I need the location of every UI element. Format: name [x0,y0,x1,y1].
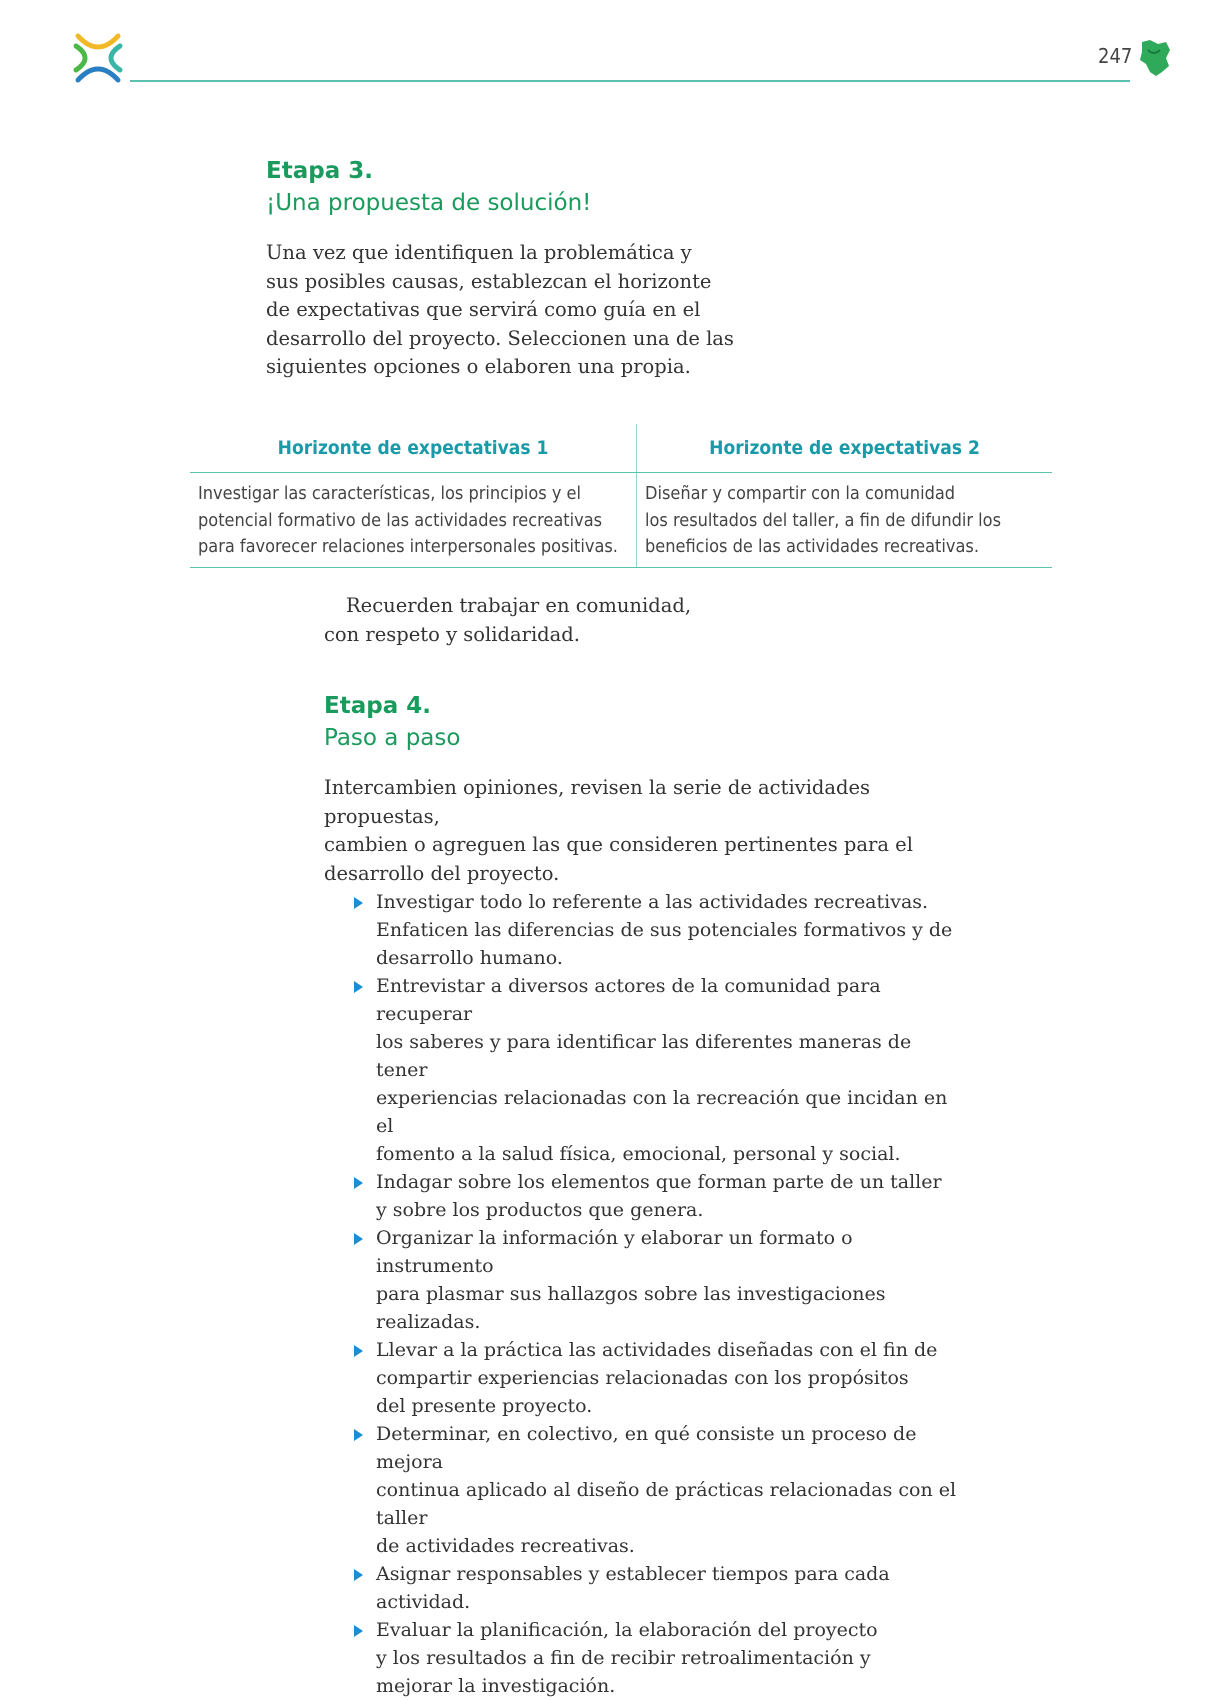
expectations-cell-2 [637,473,1053,568]
list-item-line: de actividades recreativas. [376,1535,635,1557]
list-item-line: Evaluar la planificación, la elaboración del proyecto [376,1619,878,1641]
reminder-line: Recuerden trabajar en comunidad, [346,594,692,617]
stage-3-paragraph [266,239,826,382]
stage-4-section [324,690,964,1700]
list-item-line: Entrevistar a diversos actores de la comunidad para recuperar [376,975,881,1025]
paragraph-line: Una vez que identifiquen la problemática y [266,241,692,264]
expectations-header-2: Horizonte de expectativas 2 [637,424,1053,473]
green-shape-badge-icon [1136,38,1172,78]
paragraph-line: Intercambien opiniones, revisen la serie de actividades propuestas, [324,776,871,828]
stage-3-subtitle: ¡Una propuesta de solución! [266,190,592,216]
reminder-text [324,592,744,649]
list-item [324,972,964,1168]
cell-line: los resultados del taller, a fin de difundir los [645,509,1002,531]
list-item-line: Llevar a la práctica las actividades diseñadas con el fin de [376,1339,938,1361]
list-item [324,1560,964,1616]
stage-4-subtitle: Paso a paso [324,725,461,751]
list-item [324,1616,964,1700]
list-item-line: continua aplicado al diseño de prácticas relacionadas con el taller [376,1479,957,1529]
list-item [324,1420,964,1560]
triangle-bullet-icon [354,1233,363,1245]
list-item-line: Indagar sobre los elementos que forman parte de un taller [376,1171,942,1193]
list-item-line: compartir experiencias relacionadas con los propósitos [376,1367,909,1389]
triangle-bullet-icon [354,1429,363,1441]
stage-4-title: Etapa 4. [324,693,431,719]
list-item [324,888,964,972]
paragraph-line: cambien o agreguen las que consideren pertinentes para el [324,833,913,856]
cell-line: beneficios de las actividades recreativas. [645,536,979,557]
page-number: 247 [1098,44,1133,68]
stage-3-section [266,155,826,382]
interlocking-arcs-logo-icon [70,32,126,84]
cell-line: Investigar las características, los principios y el [198,483,582,504]
expectations-table [190,424,1052,568]
cell-line: para favorecer relaciones interpersonales positivas. [198,536,618,557]
list-item-line: Determinar, en colectivo, en qué consiste un proceso de mejora [376,1423,917,1473]
list-item-line: Enfaticen las diferencias de sus potenciales formativos y de [376,919,953,941]
triangle-bullet-icon [354,1177,363,1189]
paragraph-line: de expectativas que servirá como guía en el [266,298,701,321]
cell-line: potencial formativo de las actividades recreativas [198,509,603,531]
list-item-line: y los resultados a fin de recibir retroalimentación y [376,1647,871,1669]
list-item-line: desarrollo humano. [376,947,563,969]
paragraph-line: sus posibles causas, establezcan el horizonte [266,269,712,293]
stage-3-title: Etapa 3. [266,158,373,184]
list-item [324,1336,964,1420]
list-item [324,1224,964,1336]
triangle-bullet-icon [354,897,363,909]
triangle-bullet-icon [354,1625,363,1637]
list-item-line: los saberes y para identificar las diferentes maneras de tener [376,1031,912,1081]
list-item-line: mejorar la investigación. [376,1675,616,1697]
list-item-line: del presente proyecto. [376,1395,593,1417]
expectations-cell-1 [190,473,637,568]
activity-list [324,888,964,1700]
expectations-header-1: Horizonte de expectativas 1 [190,424,637,473]
list-item-line: Organizar la información y elaborar un formato o instrumento [376,1227,853,1277]
triangle-bullet-icon [354,1345,363,1357]
list-item-line: y sobre los productos que genera. [376,1199,704,1221]
reminder-line: con respeto y solidaridad. [324,622,580,646]
list-item-line: experiencias relacionadas con la recreación que incidan en el [376,1087,948,1137]
list-item-line: Investigar todo lo referente a las actividades recreativas. [376,891,929,913]
triangle-bullet-icon [354,981,363,993]
triangle-bullet-icon [354,1569,363,1581]
list-item-line: para plasmar sus hallazgos sobre las investigaciones realizadas. [376,1283,886,1333]
paragraph-line: desarrollo del proyecto. Seleccionen una de las [266,326,734,350]
stage-4-paragraph [324,774,964,888]
list-item-line: Asignar responsables y establecer tiempos para cada actividad. [376,1563,890,1613]
list-item [324,1168,964,1224]
cell-line: Diseñar y compartir con la comunidad [645,483,956,504]
paragraph-line: desarrollo del proyecto. [324,861,560,885]
header-divider [130,80,1130,82]
list-item-line: fomento a la salud física, emocional, personal y social. [376,1143,901,1165]
paragraph-line: siguientes opciones o elaboren una propia. [266,355,691,378]
